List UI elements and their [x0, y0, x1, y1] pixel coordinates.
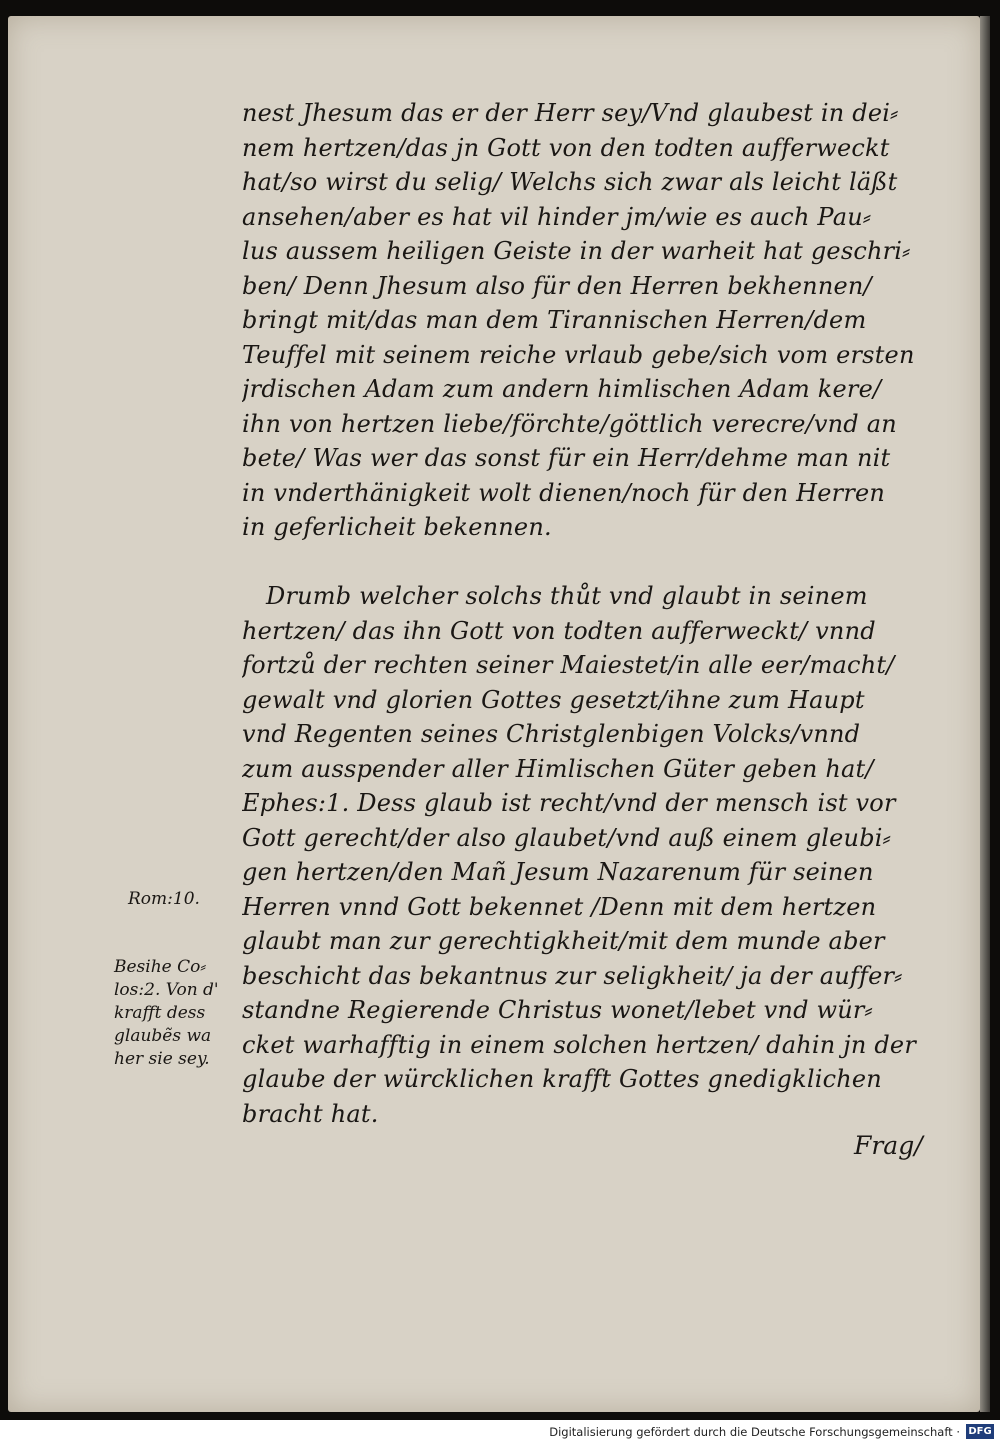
text-line: zum ausspender aller Himlischen Güter geben hat/: [242, 754, 874, 783]
text-line: ansehen/aber es hat vil hinder jm/wie es auch Pau⸗: [242, 202, 872, 231]
sidenote-line: los:2. Von d': [114, 980, 219, 1000]
text-line: Drumb welcher solchs thůt vnd glaubt in seinem: [266, 582, 868, 610]
text-line: Gott gerecht/der also glaubet/vnd auß einem gleubi⸗: [242, 823, 891, 852]
text-line: hat/so wirst du selig/ Welchs sich zwar als leicht läßt: [242, 168, 898, 196]
dfg-logo: DFG: [966, 1424, 994, 1439]
text-line: Teuffel mit seinem reiche vrlaub gebe/sich vom ersten: [242, 340, 915, 369]
text-line: bete/ Was wer das sonst für ein Herr/dehme man nit: [242, 444, 891, 472]
text-line: ihn von hertzen liebe/förchte/göttlich verecre/vnd an: [242, 409, 897, 438]
text-line: Herren vnnd Gott bekennet /Denn mit dem hertzen: [242, 892, 877, 921]
footer-credit: Digitalisierung gefördert durch die Deutsche Forschungsgemeinschaft ·: [549, 1425, 960, 1439]
sidenote-line: Rom:10.: [128, 889, 200, 909]
catchword: Frag/: [854, 1131, 923, 1160]
text-line: in geferlicheit bekennen.: [242, 513, 552, 541]
text-line: jrdischen Adam zum andern himlischen Adam kere/: [242, 375, 882, 403]
text-line: vnd Regenten seines Christglenbigen Volcks/vnnd: [242, 720, 861, 748]
text-line: cket warhafftig in einem solchen hertzen/ dahin jn der: [242, 1030, 916, 1059]
paragraph-gap: [242, 545, 946, 580]
page-edge: [980, 16, 990, 1412]
text-line: glaube der würcklichen krafft Gottes gnedigklichen: [242, 1065, 882, 1093]
text-line: nem hertzen/das jn Gott von den todten aufferweckt: [242, 133, 890, 162]
text-line: beschicht das bekantnus zur seligkheit/ ja der auffer⸗: [242, 961, 903, 990]
text-line: glaubt man zur gerechtigkheit/mit dem munde aber: [242, 927, 885, 955]
footer-bar: [0, 1420, 1000, 1444]
text-line: lus aussem heiligen Geiste in der warheit hat geschri⸗: [242, 237, 911, 265]
sidenote-line: her sie sey.: [114, 1049, 210, 1069]
book-page: [8, 16, 980, 1412]
text-line: gen hertzen/den Mañ Jesum Nazarenum für seinen: [242, 858, 874, 886]
sidenote-line: glaubẽs wa: [114, 1026, 212, 1046]
text-line: in vnderthänigkeit wolt dienen/noch für den Herren: [242, 478, 886, 507]
text-line: nest Jhesum das er der Herr sey/Vnd glaubest in dei⸗: [242, 99, 899, 127]
text-line: fortzů der rechten seiner Maiestet/in alle eer/macht/: [242, 651, 895, 679]
sidenote-line: Besihe Co⸗: [114, 957, 207, 977]
text-line: Ephes:1. Dess glaub ist recht/vnd der mensch ist vor: [242, 789, 896, 817]
text-line: bracht hat.: [242, 1099, 379, 1128]
text-line: standne Regierende Christus wonet/lebet vnd wür⸗: [242, 996, 873, 1024]
sidenote-besihe: [114, 956, 219, 1071]
text-line: gewalt vnd glorien Gottes gesetzt/ihne zum Haupt: [242, 685, 865, 714]
text-line: ben/ Denn Jhesum also für den Herren bekhennen/: [242, 271, 872, 300]
text-line: hertzen/ das ihn Gott von todten aufferweckt/ vnnd: [242, 616, 876, 645]
sidenote-rom: [128, 888, 200, 911]
text-line: bringt mit/das man dem Tirannischen Herren/dem: [242, 306, 867, 334]
sidenote-line: krafft dess: [114, 1003, 206, 1023]
main-text-block: [242, 96, 946, 1131]
